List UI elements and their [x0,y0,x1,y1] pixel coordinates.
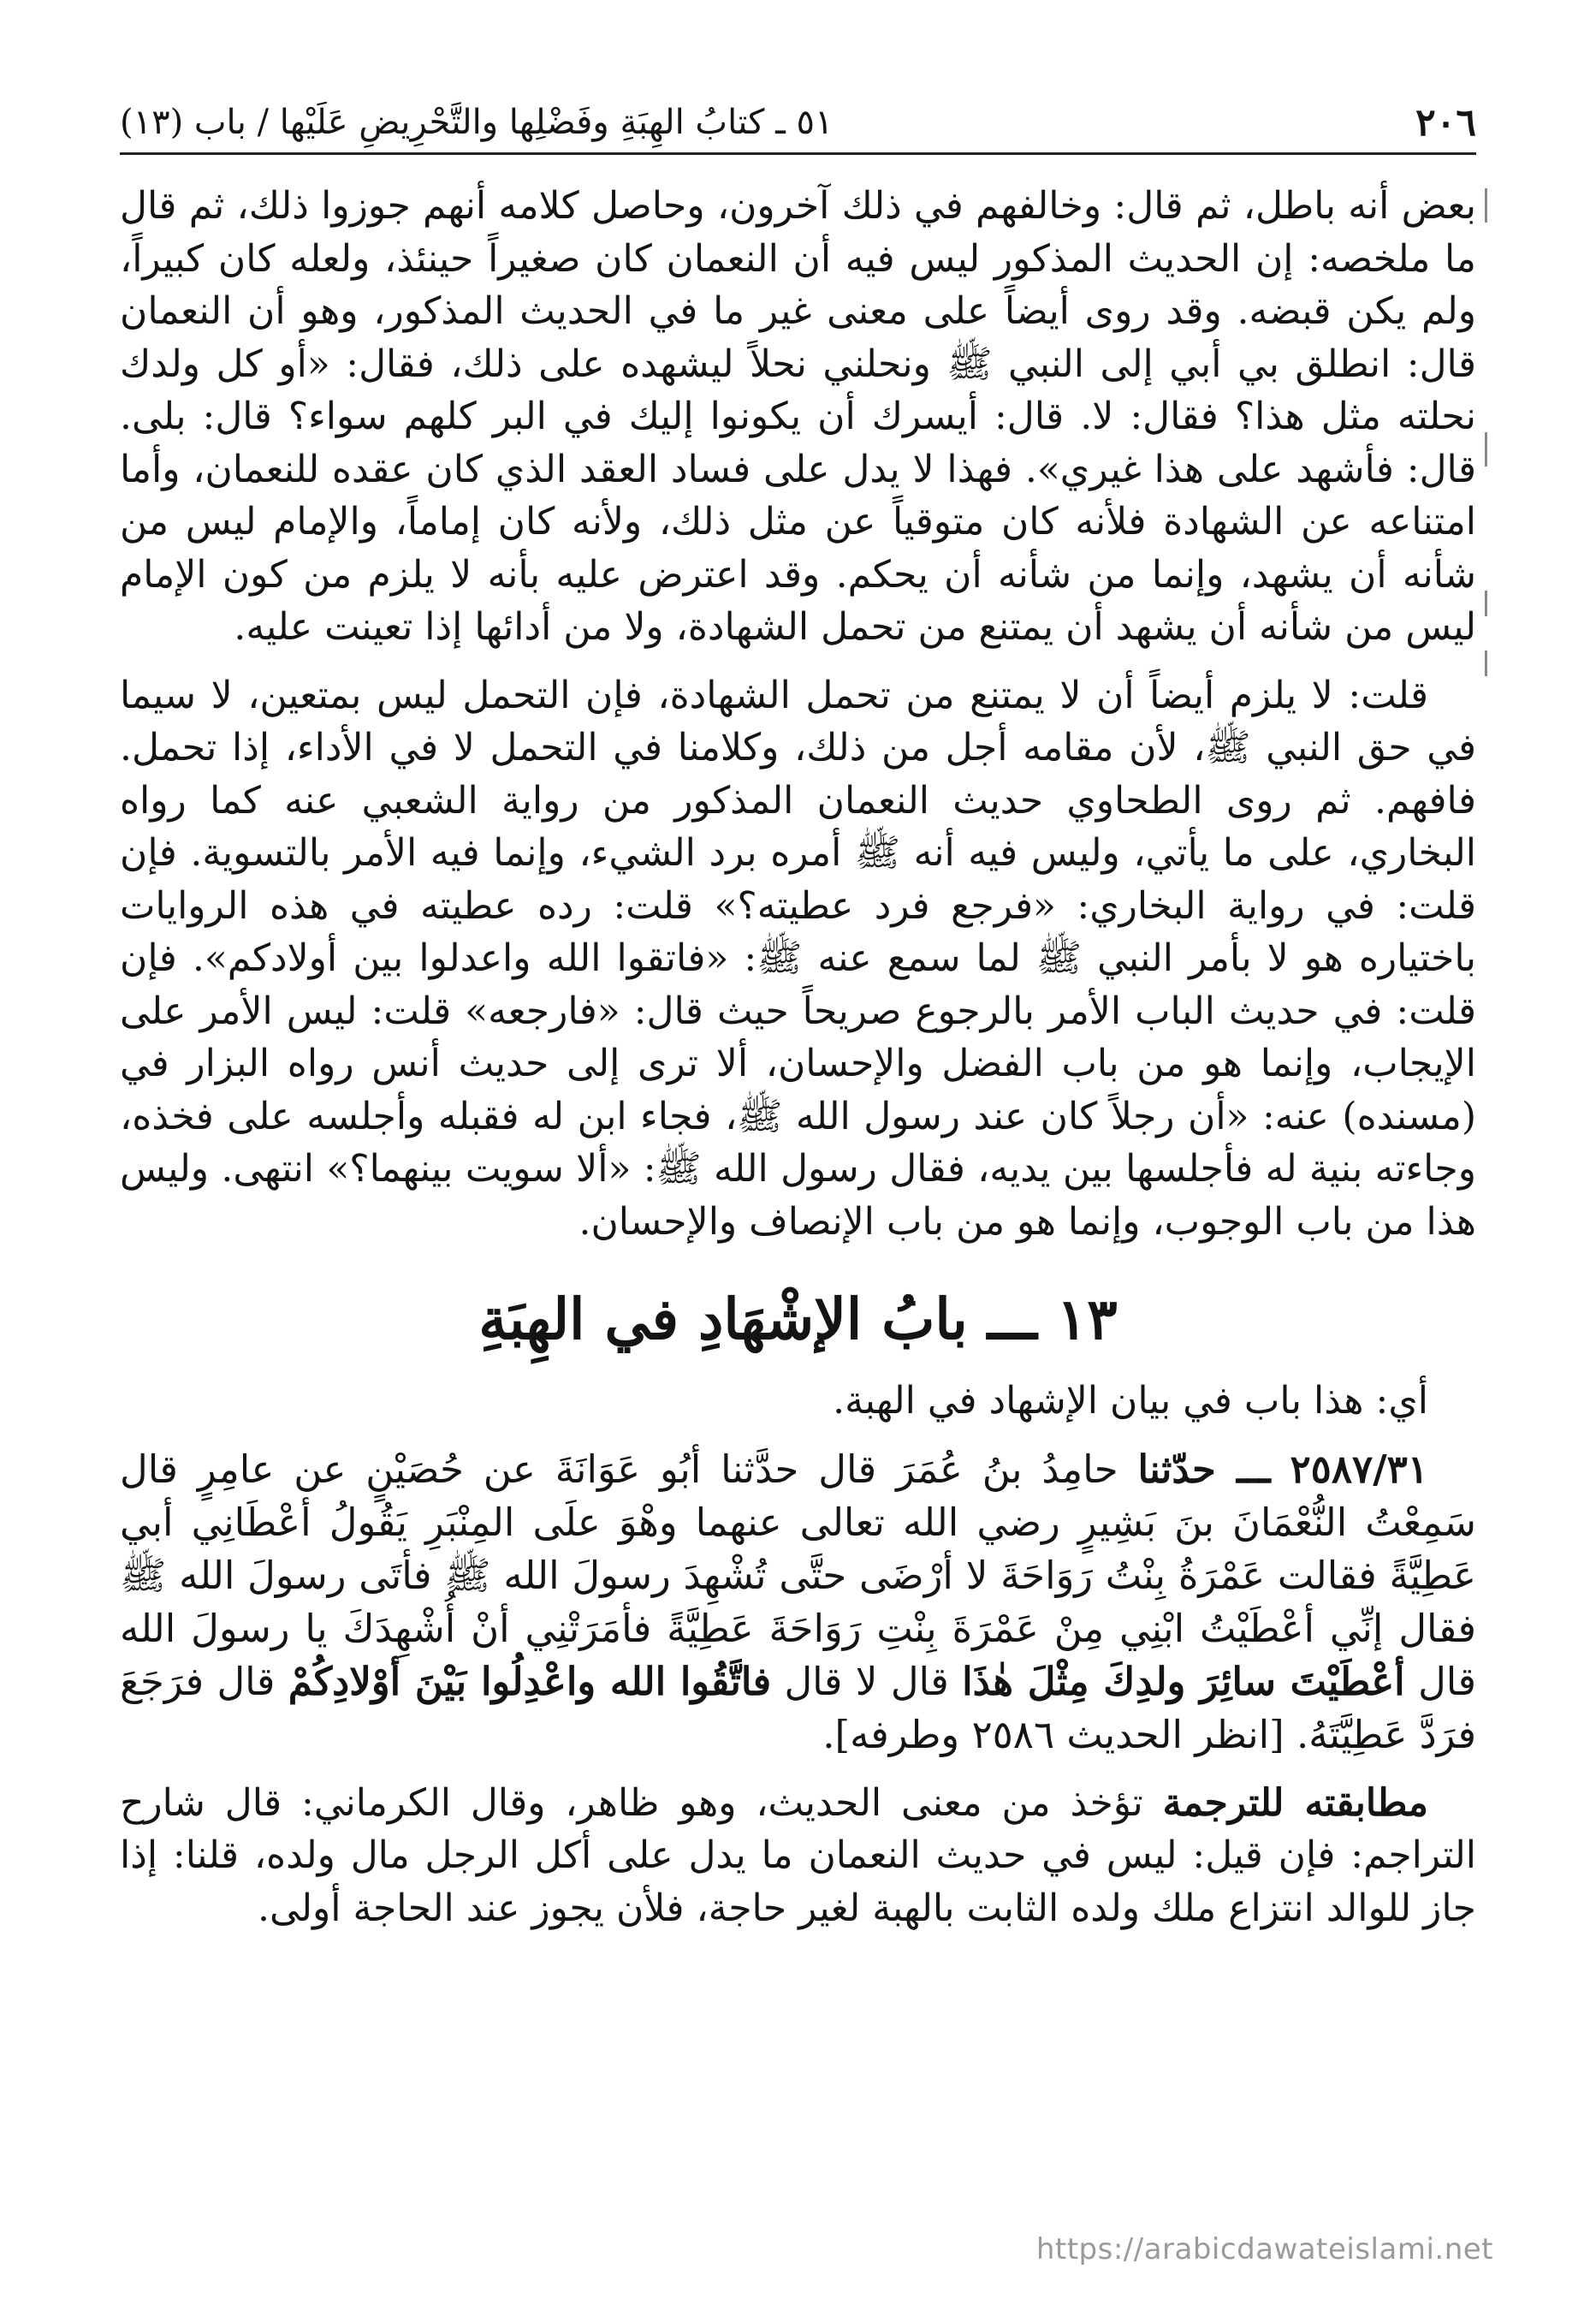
tatbiq-text: تؤخذ من معنى الحديث، وهو ظاهر، وقال الكرماني: قال شارح التراجم: فإن قيل: ليس في حديث النعمان ما يدل على أكل الرجل مال ولده، قلنا: إذا جاز للوالد انتزاع ملك ولده الثابت بالهبة لغير حاجة، فلأن يجوز عند الحاجة أولى. [120,1780,1476,1930]
hadith-number: ٢٥٨٧/٣١ [1290,1446,1428,1492]
running-title: ٥١ ـ كتابُ الهِبَةِ وفَضْلِها والتَّحْرِيضِ عَلَيْها / باب (١٣) [120,103,834,142]
page-number: ٢٠٦ [1415,100,1476,145]
hadith-text-part-2: قال لا قال [784,1658,949,1704]
hadith-prophet-words-1: أعْطَيْتَ سائِرَ ولدِكَ مِثْلَ هٰذَا [962,1658,1405,1704]
margin-tick [1485,591,1487,616]
margin-tick [1485,432,1487,466]
page-header [120,92,1476,155]
chapter-heading: ١٣ ـــ بابُ الإشْهَادِ في الهِبَةِ [478,1286,1118,1352]
paragraph-continuation: بعض أنه باطل، ثم قال: وخالفهم في ذلك آخرون، وحاصل كلامه أنهم جوزوا ذلك، ثم قال ما ملخصه: إن الحديث المذكور ليس فيه أن النعمان كان صغيراً حينئذ، ولعله كان كبيراً، ولم يكن قبضه. وقد روى أيضاً على معنى غير ما في الحديث المذكور، وهو أن النعمان قال: انطلق بي أبي إلى النبي ﷺ ونحلني نحلاً ليشهده على ذلك، فقال: «أو كل ولدك نحلته مثل هذا؟ فقال: لا. قال: أيسرك أن يكونوا إليك في البر كلهم سواء؟ قال: بلى. قال: فأشهد على هذا غيري». فهذا لا يدل على فساد العقد الذي كان عقده للنعمان، وأما امتناعه عن الشهادة فلأنه كان متوقياً عن مثل ذلك، ولأنه كان إماماً، والإمام ليس من شأنه أن يشهد، وإنما من شأنه أن يحكم. وقد اعترض عليه بأنه لا يلزم من كون الإمام ليس من شأنه أن يشهد أن يمتنع من تحمل الشهادة، ولا من أدائها إذا تعينت عليه. [120,184,1476,649]
hadith-text-part-3: قال فرَجَعَ فرَدَّ عَطِيَّتَهُ. [انظر الحديث ٢٥٨٦ وطرفه]. [120,1658,1476,1757]
watermark-url: https://arabicdawateislami.net [1035,2232,1493,2267]
page-content [120,180,1476,1950]
margin-tick [1485,651,1487,676]
hadith-text [120,1443,1476,1762]
tatbiq-lead: مطابقته للترجمة [1162,1780,1428,1825]
hadith-lead: ـــ حدّثنا [1137,1446,1271,1492]
tatbiq-paragraph [120,1777,1476,1935]
hadith-prophet-words-2: فاتَّقُوا الله واعْدِلُوا بَيْنَ أوْلادِكُمْ [288,1658,772,1704]
chapter-explanation: أي: هذا باب في بيان الإشهاد في الهبة. [833,1379,1428,1423]
hadith-text-part-1: حامِدُ بنُ عُمَرَ قال حدَّثنا أبُو عَوَانَةَ عن حُصَيْنٍ عن عامِرٍ قال سَمِعْتُ النُّعْمَانَ بنَ بَشِيرٍ رضي الله تعالى عنهما وهْوَ علَى المِنْبَرِ يَقُولُ أعْطَانِي أبي عَطِيَّةً فقالت عَمْرَةُ بِنْتُ رَوَاحَةَ لا أرْضَى حتَّى تُشْهِدَ رسولَ الله ﷺ فأتَى رسولَ الله ﷺ فقال إنِّي أعْطَيْتُ ابْنِي مِنْ عَمْرَةَ بِنْتِ رَوَاحَةَ عَطِيَّةً فأمَرَتْنِي أنْ أُشْهِدَكَ يا رسولَ الله قال [120,1446,1476,1704]
paragraph-qultu: قلت: لا يلزم أيضاً أن لا يمتنع من تحمل الشهادة، فإن التحمل ليس بمتعين، لا سيما في حق النبي ﷺ، لأن مقامه أجل من ذلك، وكلامنا في التحمل لا في الأداء، إذا تحمل. فافهم. ثم روى الطحاوي حديث النعمان المذكور من رواية الشعبي عنه كما رواه البخاري، على ما يأتي، وليس فيه أنه ﷺ أمره برد الشيء، وإنما فيه الأمر بالتسوية. فإن قلت: في رواية البخاري: «فرجع فرد عطيته؟» قلت: رده عطيته في هذه الروايات باختياره هو لا بأمر النبي ﷺ لما سمع عنه ﷺ: «فاتقوا الله واعدلوا بين أولادكم». فإن قلت: في حديث الباب الأمر بالرجوع صريحاً حيث قال: «فارجعه» قلت: ليس الأمر على الإيجاب، وإنما هو من باب الفضل والإحسان، ألا ترى إلى حديث أنس رواه البزار في (مسنده) عنه: «أن رجلاً كان عند رسول الله ﷺ، فجاء ابن له فقبله وأجلسه على فخذه، وجاءته بنية له فأجلسها بين يديه، فقال رسول الله ﷺ: «ألا سويت بينهما؟» انتهى. وليس هذا من باب الوجوب، وإنما هو من باب الإنصاف والإحسان. [120,673,1476,1244]
margin-tick [1485,188,1487,223]
